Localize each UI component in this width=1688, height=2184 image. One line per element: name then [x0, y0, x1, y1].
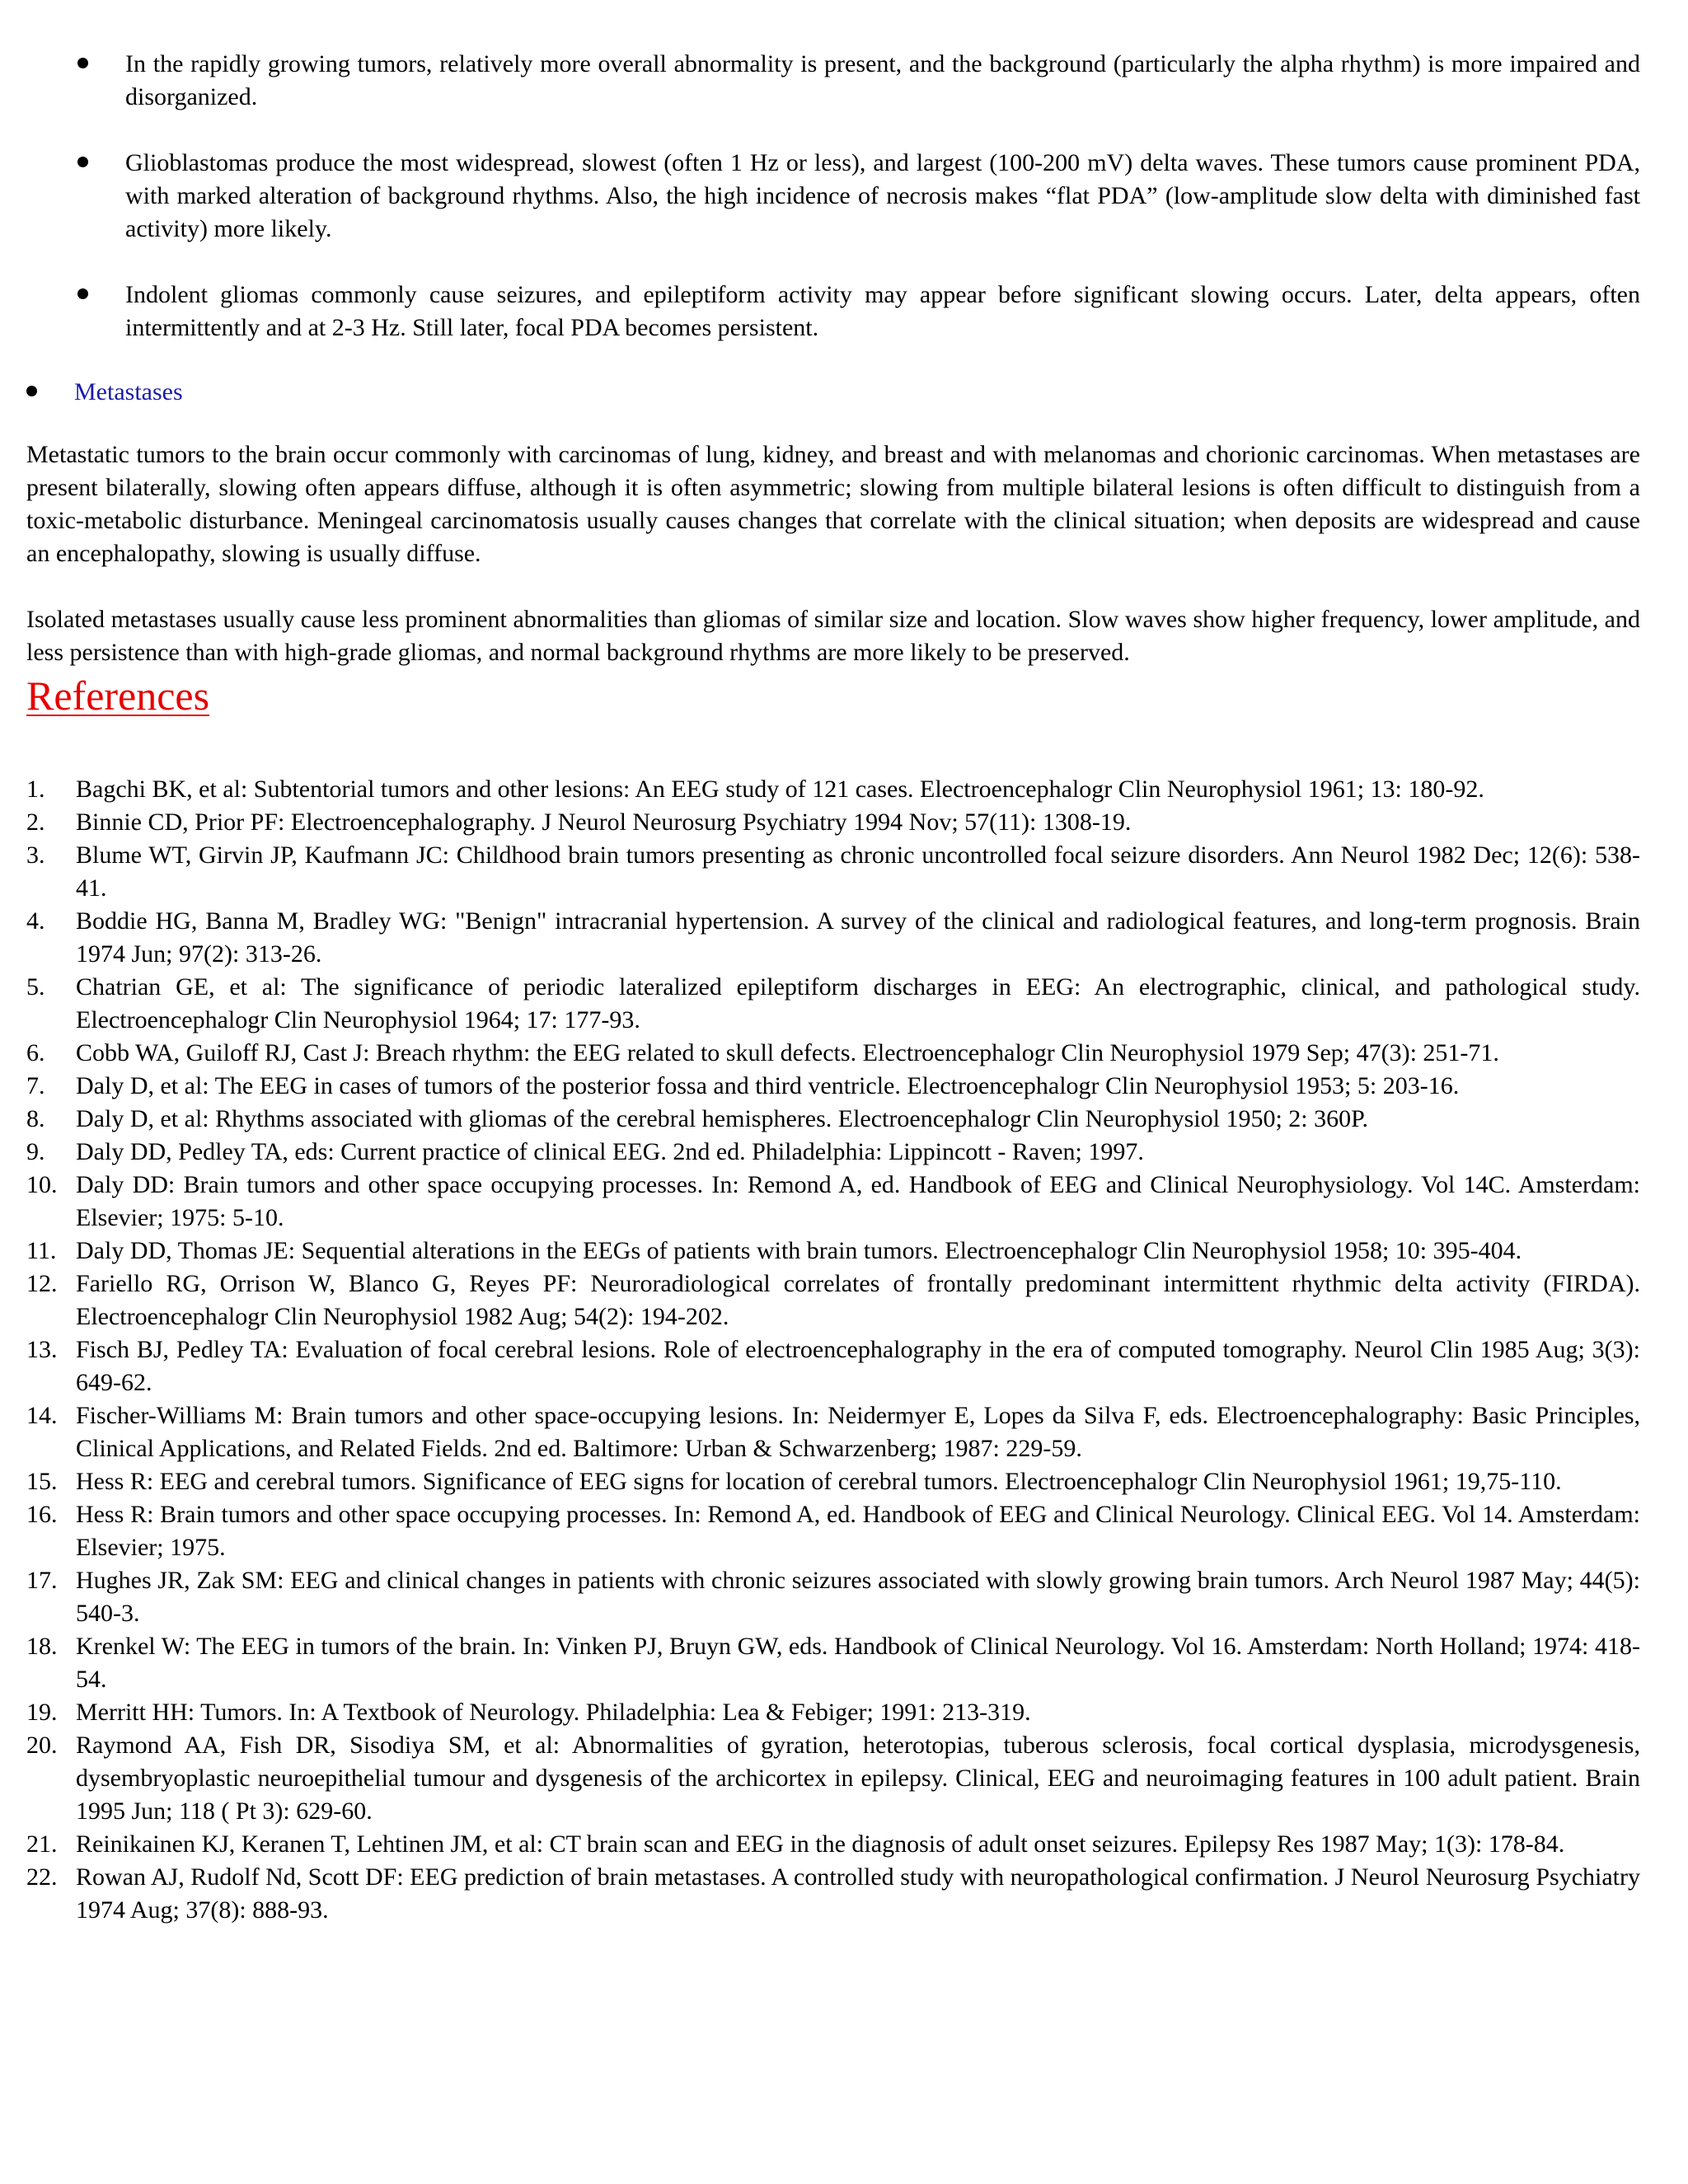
- reference-text: Binnie CD, Prior PF: Electroencephalography. J Neurol Neurosurg Psychiatry 1994 Nov; 57(11): 1308-19.: [76, 808, 1132, 836]
- reference-item: [26, 971, 1640, 1037]
- reference-number: 4.: [26, 907, 45, 935]
- reference-number: 8.: [26, 1105, 45, 1132]
- reference-item: [26, 1828, 1640, 1861]
- reference-text: Daly D, et al: The EEG in cases of tumors of the posterior fossa and third ventricle. Electroencephalogr Clin Neurophysiol 1953; 5: 203-16.: [76, 1072, 1460, 1099]
- bullet-dot-icon: [26, 386, 37, 396]
- reference-text: Daly DD: Brain tumors and other space occupying processes. In: Remond A, ed. Handbook of EEG and Clinical Neurophysiology. Vol 14C. Amsterdam: Elsevier; 1975: 5-10.: [76, 1171, 1640, 1231]
- reference-item: [26, 1169, 1640, 1235]
- reference-number: 16.: [26, 1501, 58, 1528]
- reference-item: [26, 1235, 1640, 1268]
- reference-item: [26, 1136, 1640, 1169]
- tumor-bullet-list: [26, 48, 1640, 344]
- bullet-item: [125, 48, 1640, 114]
- reference-text: Daly D, et al: Rhythms associated with gliomas of the cerebral hemispheres. Electroencephalogr Clin Neurophysiol 1950; 2: 360P.: [76, 1105, 1368, 1132]
- reference-number: 7.: [26, 1072, 45, 1099]
- reference-text: Reinikainen KJ, Keranen T, Lehtinen JM, et al: CT brain scan and EEG in the diagnosis of adult onset seizures. Epilepsy Res 1987 May; 1(3): 178-84.: [76, 1830, 1565, 1858]
- reference-number: 19.: [26, 1699, 58, 1726]
- reference-number: 11.: [26, 1237, 57, 1264]
- reference-item: [26, 1861, 1640, 1927]
- bullet-text: Indolent gliomas commonly cause seizures, and epileptiform activity may appear before significant slowing occurs. Later, delta appears, often intermittently and at 2-3 Hz. Still later, focal PDA becomes persistent.: [125, 281, 1640, 341]
- bullet-text: In the rapidly growing tumors, relatively more overall abnormality is present, and the background (particularly the alpha rhythm) is more impaired and disorganized.: [125, 50, 1640, 110]
- reference-item: [26, 905, 1640, 971]
- reference-item: [26, 1729, 1640, 1828]
- reference-number: 22.: [26, 1863, 58, 1891]
- metastases-paragraph: Metastatic tumors to the brain occur commonly with carcinomas of lung, kidney, and breast and with melanomas and chorionic carcinomas. When metastases are present bilaterally, slowing often appears diffuse, although it is often asymmetric; slowing from multiple bilateral lesions is often difficult to distinguish from a toxic-metabolic disturbance. Meningeal carcinomatosis usually causes changes that correlate with the clinical situation; when deposits are widespread and cause an encephalopathy, slowing is usually diffuse.: [26, 441, 1640, 567]
- references-heading: References: [26, 673, 210, 719]
- reference-text: Fariello RG, Orrison W, Blanco G, Reyes PF: Neuroradiological correlates of frontally predominant intermittent rhythmic delta activity (FIRDA). Electroencephalogr Clin Neurophysiol 1982 Aug; 54(2): 194-202.: [76, 1270, 1640, 1330]
- reference-item: [26, 1333, 1640, 1399]
- reference-item: [26, 1564, 1640, 1630]
- reference-item: [26, 1268, 1640, 1333]
- reference-text: Boddie HG, Banna M, Bradley WG: "Benign" intracranial hypertension. A survey of the clinical and radiological features, and long-term prognosis. Brain 1974 Jun; 97(2): 313-26.: [76, 907, 1640, 968]
- reference-number: 17.: [26, 1567, 58, 1594]
- reference-text: Rowan AJ, Rudolf Nd, Scott DF: EEG prediction of brain metastases. A controlled study with neuropathological confirmation. J Neurol Neurosurg Psychiatry 1974 Aug; 37(8): 888-93.: [76, 1863, 1640, 1924]
- reference-number: 1.: [26, 776, 45, 803]
- metastases-link[interactable]: Metastases: [74, 378, 183, 405]
- bullet-dot-icon: [77, 288, 88, 299]
- reference-number: 9.: [26, 1138, 45, 1165]
- reference-number: 10.: [26, 1171, 58, 1198]
- reference-text: Fischer-Williams M: Brain tumors and other space-occupying lesions. In: Neidermyer E, Lopes da Silva F, eds. Electroencephalography: Basic Principles, Clinical Applications, and Related Fields. 2nd ed. Baltimore: Urban & Schwarzenberg; 1987: 229-59.: [76, 1402, 1640, 1462]
- reference-text: Daly DD, Thomas JE: Sequential alterations in the EEGs of patients with brain tumors. Electroencephalogr Clin Neurophysiol 1958; 10: 395-404.: [76, 1237, 1522, 1264]
- reference-number: 21.: [26, 1830, 58, 1858]
- reference-text: Chatrian GE, et al: The significance of periodic lateralized epileptiform discharges in EEG: An electrographic, clinical, and pathological study. Electroencephalogr Clin Neurophysiol 1964; 17: 177-93.: [76, 973, 1640, 1033]
- reference-text: Bagchi BK, et al: Subtentorial tumors and other lesions: An EEG study of 121 cases. Electroencephalogr Clin Neurophysiol 1961; 13: 180-92.: [76, 776, 1484, 803]
- reference-item: [26, 839, 1640, 905]
- reference-item: [26, 806, 1640, 839]
- reference-item: [26, 773, 1640, 806]
- reference-text: Raymond AA, Fish DR, Sisodiya SM, et al: Abnormalities of gyration, heterotopias, tuberous sclerosis, focal cortical dysplasia, microdysgenesis, dysembryoplastic neuroepithelial tumour and dysgenesis of the archicortex in epilepsy. Clinical, EEG and neuroimaging features in 100 adult patient. Brain 1995 Jun; 118 ( Pt 3): 629-60.: [76, 1732, 1640, 1825]
- reference-number: 15.: [26, 1468, 58, 1495]
- reference-number: 18.: [26, 1633, 58, 1660]
- reference-text: Merritt HH: Tumors. In: A Textbook of Neurology. Philadelphia: Lea & Febiger; 1991: 213-319.: [76, 1699, 1031, 1726]
- metastases-bullet: [74, 376, 1640, 409]
- reference-number: 20.: [26, 1732, 58, 1759]
- bullet-dot-icon: [77, 157, 88, 167]
- reference-item: [26, 1465, 1640, 1498]
- bullet-item: [125, 147, 1640, 246]
- reference-item: [26, 1399, 1640, 1465]
- reference-text: Cobb WA, Guiloff RJ, Cast J: Breach rhythm: the EEG related to skull defects. Electroencephalogr Clin Neurophysiol 1979 Sep; 47(3): 251-71.: [76, 1039, 1499, 1066]
- reference-number: 5.: [26, 973, 45, 1001]
- references-list: [26, 773, 1640, 1927]
- reference-text: Hess R: EEG and cerebral tumors. Significance of EEG signs for location of cerebral tumors. Electroencephalogr Clin Neurophysiol 1961; 19,75-110.: [76, 1468, 1562, 1495]
- reference-item: [26, 1696, 1640, 1729]
- reference-item: [26, 1070, 1640, 1103]
- bullet-dot-icon: [77, 58, 88, 68]
- reference-text: Blume WT, Girvin JP, Kaufmann JC: Childhood brain tumors presenting as chronic uncontrolled focal seizure disorders. Ann Neurol 1982 Dec; 12(6): 538-41.: [76, 841, 1640, 902]
- reference-item: [26, 1630, 1640, 1696]
- reference-number: 14.: [26, 1402, 58, 1429]
- bullet-item: [125, 279, 1640, 344]
- reference-item: [26, 1103, 1640, 1136]
- reference-text: Hughes JR, Zak SM: EEG and clinical changes in patients with chronic seizures associated with slowly growing brain tumors. Arch Neurol 1987 May; 44(5): 540-3.: [76, 1567, 1640, 1627]
- reference-number: 2.: [26, 808, 45, 836]
- isolated-metastases-paragraph: Isolated metastases usually cause less prominent abnormalities than gliomas of similar size and location. Slow waves show higher frequency, lower amplitude, and less persistence than with high-grade gliomas, and normal background rhythms are more likely to be preserved.: [26, 606, 1640, 666]
- reference-number: 3.: [26, 841, 45, 869]
- reference-number: 6.: [26, 1039, 45, 1066]
- reference-item: [26, 1498, 1640, 1564]
- reference-text: Fisch BJ, Pedley TA: Evaluation of focal cerebral lesions. Role of electroencephalography in the era of computed tomography. Neurol Clin 1985 Aug; 3(3): 649-62.: [76, 1336, 1640, 1396]
- bullet-text: Glioblastomas produce the most widespread, slowest (often 1 Hz or less), and largest (100-200 mV) delta waves. These tumors cause prominent PDA, with marked alteration of background rhythms. Also, the high incidence of necrosis makes “flat PDA” (low-amplitude slow delta with diminished fast activity) more likely.: [125, 149, 1640, 242]
- reference-text: Hess R: Brain tumors and other space occupying processes. In: Remond A, ed. Handbook of EEG and Clinical Neurology. Clinical EEG. Vol 14. Amsterdam: Elsevier; 1975.: [76, 1501, 1640, 1561]
- reference-text: Daly DD, Pedley TA, eds: Current practice of clinical EEG. 2nd ed. Philadelphia: Lippincott - Raven; 1997.: [76, 1138, 1144, 1165]
- reference-number: 13.: [26, 1336, 58, 1363]
- reference-item: [26, 1037, 1640, 1070]
- reference-text: Krenkel W: The EEG in tumors of the brain. In: Vinken PJ, Bruyn GW, eds. Handbook of Clinical Neurology. Vol 16. Amsterdam: North Holland; 1974: 418-54.: [76, 1633, 1640, 1693]
- reference-number: 12.: [26, 1270, 58, 1297]
